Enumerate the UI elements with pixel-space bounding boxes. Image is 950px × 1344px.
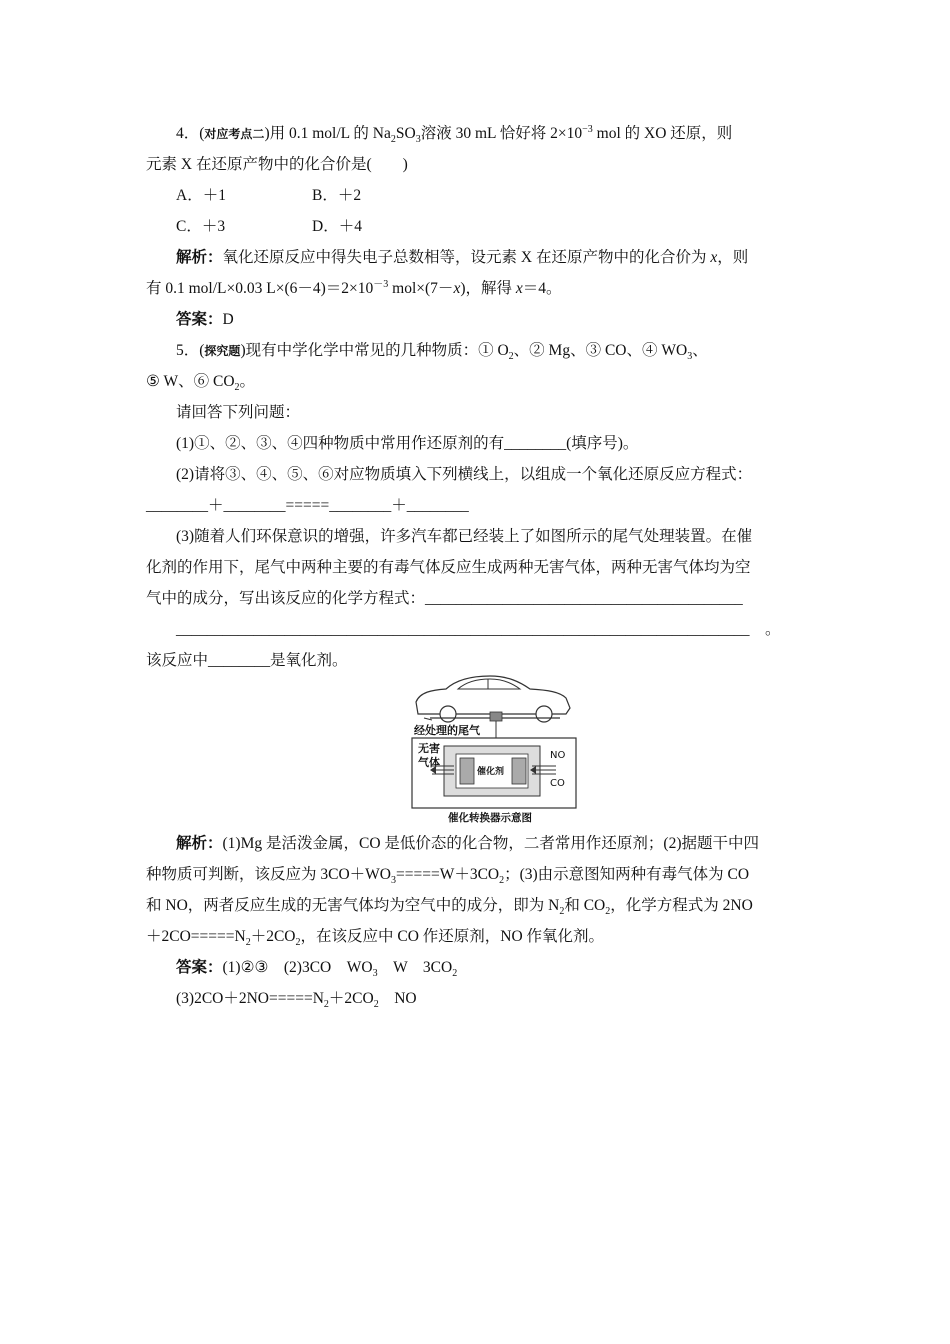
q5-part1: (1)①、②、③、④四种物质中常用作还原剂的有________(填序号)。 [176,435,639,452]
q5-tag: 探究题 [204,344,241,358]
car-rear-wheel [536,706,552,722]
catalytic-converter-diagram [410,674,578,826]
q5-part2-equation: ________＋________=====________＋________ [146,497,469,514]
q5-part3-line5: 该反应中________是氧化剂。 [146,652,348,669]
gas-label-co: CO [550,778,565,789]
q5-explanation-line1: 解析：(1)Mg 是活泼金属，CO 是低价态的化合物，二者常用作还原剂；(2)据题干中四 [176,835,759,852]
q4-option-a: A．＋1 [176,187,226,204]
q5-part3-line2: 化剂的作用下，尾气中两种主要的有毒气体反应生成两种无害气体，两种无害气体均为空 [146,559,751,576]
q5-part3-line3: 气中的成分，写出该反应的化学方程式：_________________________________________ [146,590,743,607]
q4-answer: 答案：D [176,311,234,328]
q4-explanation-line1: 解析：氧化还原反应中得失电子总数相等，设元素 X 在还原产物中的化合价为 x，则 [176,249,749,266]
q5-line1: 5．(探究题)现有中学化学中常见的几种物质：① $O_2$、② Mg、③ CO、④ $WO_3$、 [176,342,708,363]
q5-part3-line1: (3)随着人们环保意识的增强，许多汽车都已经装上了如图所示的尾气处理装置。在催 [176,528,753,545]
catalyst-block-left [460,758,474,784]
q4-tag: 对应考点二 [204,127,265,141]
q5-explanation-line3: 和 NO，两者反应生成的无害气体均为空气中的成分，即为 $N_2$和 $CO_2$，化学方程式为 2NO [146,897,753,918]
gas-label-no: NO [550,750,566,761]
q4-option-c: C．＋3 [176,218,226,235]
harmless-gas-label-2: 气体 [418,756,440,769]
q5-part3-line4: __________________________________________________________________________ 。 [176,621,781,638]
q5-explanation-line4: $+2CO=====N_2+2CO_2$，在该反应中 CO 作还原剂，NO 作氧化剂。 [146,928,605,949]
car-window [458,679,520,689]
q5-line2: ⑤ W、⑥ $CO_2$。 [146,373,256,394]
car-front-wheel [440,706,456,722]
exhaust-label: 经处理的尾气 [414,724,480,737]
q4-line1: 4．(对应考点二)用 0.1 mol/L 的 $Na_2SO_3$溶液 30 mL 恰好将 $2\times 10^{-3}$ mol 的 XO 还原，则 [176,123,733,146]
harmless-gas-label-1: 无害 [418,742,440,755]
q5-explanation-line2: 种物质可判断，该反应为 $3CO+WO_3=====W+3CO_2$；(3)由示意图知两种有毒气体为 CO [146,866,750,887]
q5-part2: (2)请将③、④、⑤、⑥对应物质填入下列横线上，以组成一个氧化还原反应方程式： [176,466,753,483]
catalyst-label: 催化剂 [477,767,505,777]
q5-answer-line2: $(3)2CO+2NO=====N_2+2CO_2$ NO [176,990,417,1011]
q4-option-b: B．＋2 [312,187,362,204]
catalyst-block-right [512,758,526,784]
q4-option-d: D．＋4 [312,218,362,235]
q4-explanation-line2: 有 0.1 mol/L×0.03 $L\times(6-4)=2\times 10^{-3}$ mol×(7－x)，解得 x＝4。 [146,278,562,297]
q4-line2: 元素 X 在还原产物中的化合价是( ) [146,156,408,173]
q5-prompt: 请回答下列问题： [176,404,301,421]
q5-answer-line1: 答案：(1)②③ (2)3CO $WO_3$ W $3CO_2$ [176,959,458,980]
converter-marker [490,712,502,721]
figure-caption: 催化转换器示意图 [448,812,532,824]
